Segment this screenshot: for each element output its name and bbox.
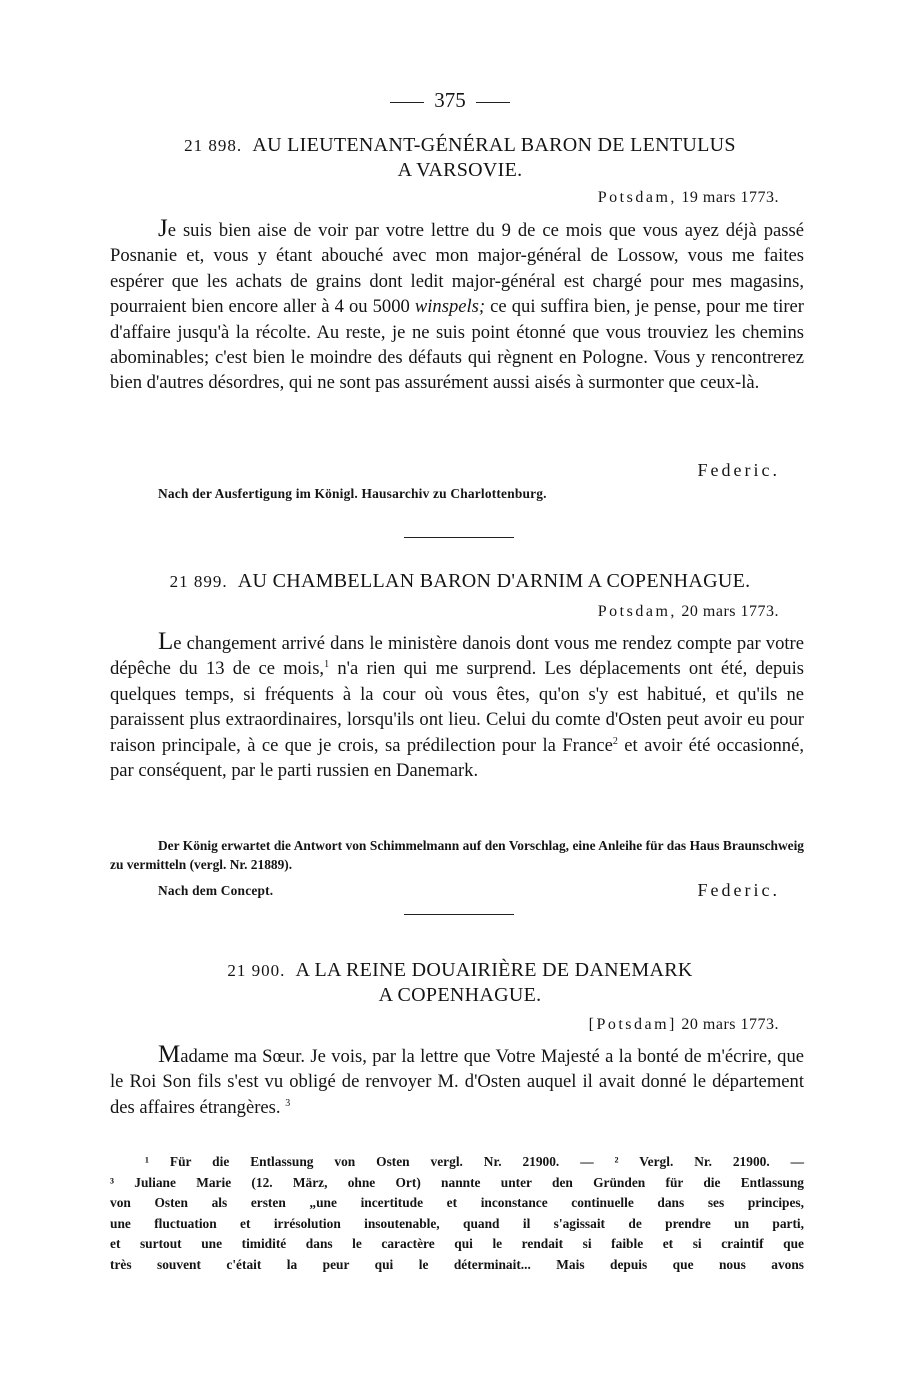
letter-place: Potsdam, [597,189,677,206]
section-divider [404,914,514,915]
letter-heading [110,133,810,182]
page-number: 375 [0,88,900,113]
footnote-line: une fluctuation et irrésolution insoutenable, quand il s'agissait de prendre un parti, [110,1215,804,1231]
footnote-line: von Osten als ersten „une incertitude et inconstance continuelle dans ses principes, [110,1195,804,1210]
letter-heading-line1: AU LIEUTENANT-GÉNÉRAL BARON DE LENTULUS [252,134,736,156]
footnote-ref[interactable]: 2 [612,735,618,747]
letter-editorial-note: Der König erwartet die Antwort von Schimmelmann auf den Vorschlag, eine Anleihe für das Haus Braunschweig zu vermitteln (vergl. Nr. 21889). [110,838,804,872]
letter-emphasis: winspels; [414,296,486,318]
page-number-dash-right [476,102,510,103]
letter-source: Nach dem Concept. [158,883,274,898]
letter-date-value: 19 mars 1773. [681,189,779,206]
letter-number: 21 899. [169,572,228,591]
footnote-line: très souvent c'était la peur qui le déterminait... Mais depuis que nous avons [110,1256,804,1272]
letter-number: 21 898. [184,136,243,155]
letter-heading-line1: AU CHAMBELLAN BARON D'ARNIM A COPENHAGUE. [237,570,751,592]
footnote-line: et surtout une timidité dans le caractère qui le rendait si faible et si craintif que [110,1236,804,1251]
letter-body: Je suis bien aise de voir par votre lettre du 9 de ce mois que vous ayez déjà passé Posnanie et, vous y étant abouché avec mon major-général de Lossow, vous me faites espérer que les achats de grains dont ledit major-général est chargé pour mes magasins, pourraient bien encore aller à 4 ou 5000 winspels; ce qui suffira bien, je pense, pour me tirer d'affaire jusqu'à la récolte. Au reste, je ne suis point étonné que vous trouviez les chemins abominables; c'est bien le moindre des défauts qui règnent en Pologne. Vous y rencontrerez bien d'autres désordres, qui ne sont pas assurément aussi aisés à surmonter que ceux-là. [110,215,804,394]
letter-date [598,189,779,207]
letter-body: Madame ma Sœur. Je vois, par la lettre que Votre Majesté a la bonté de m'écrire, que le Roi Son fils s'est vu obligé de renvoyer M. d'Osten auquel il avait donné le département des affaires étrangères. $^3$ [110,1041,804,1118]
section-divider [404,537,514,538]
letter-initial: J [158,215,168,242]
footnote-line: ³ Juliane Marie (12. März, ohne Ort) nannte unter den Gründen für die Entlassung [110,1174,804,1190]
letter-heading-line2: A COPENHAGUE. [378,984,542,1006]
footnotes [110,1152,804,1275]
letter-date-value: 20 mars 1773. [681,603,779,620]
letter-place: Potsdam, [597,603,677,620]
letter-number: 21 900. [227,961,286,980]
footnote-line: ¹ Für die Entlassung von Osten vergl. Nr. 21900. — ² Vergl. Nr. 21900. — [145,1154,804,1169]
letter-heading-line2: A VARSOVIE. [397,159,523,181]
letter-signature: Federic. [697,460,780,480]
page-number-dash-left [390,102,424,103]
letter-date [589,1016,779,1034]
letter-signature: Federic. [697,880,780,900]
letter-body: Le changement arrivé dans le ministère danois dont vous me rendez compte par votre dépêche du 13 de ce mois,$^1$ n'a rien qui me surprend. Les déplacements ont été, depuis quelques temps, si fréquents à la cour où vous êtes, qu'on s'y est habitué, et qu'ils ne paraissent plus extraordinaires, lorsqu'ils ont lieu. Celui du comte d'Osten peut avoir eu pour raison principale, à ce que je crois, sa prédilection pour la France$^2$ et avoir été occasionné, par conséquent, par le parti russien en Danemark. [110,628,804,782]
letter-source: Nach der Ausfertigung im Königl. Hausarchiv zu Charlottenburg. [158,486,547,501]
letter-heading-line1: A LA REINE DOUAIRIÈRE DE DANEMARK [295,959,693,981]
letter-initial: M [158,1041,181,1068]
letter-heading [110,569,810,594]
footnote-ref[interactable]: 3 [285,1097,291,1109]
footnote-ref[interactable]: 1 [324,659,330,671]
letter-place: [Potsdam] [588,1016,677,1033]
letter-date-value: 20 mars 1773. [681,1016,779,1033]
letter-date [598,603,779,621]
letter-initial: L [158,628,174,655]
letter-heading [130,958,790,1007]
